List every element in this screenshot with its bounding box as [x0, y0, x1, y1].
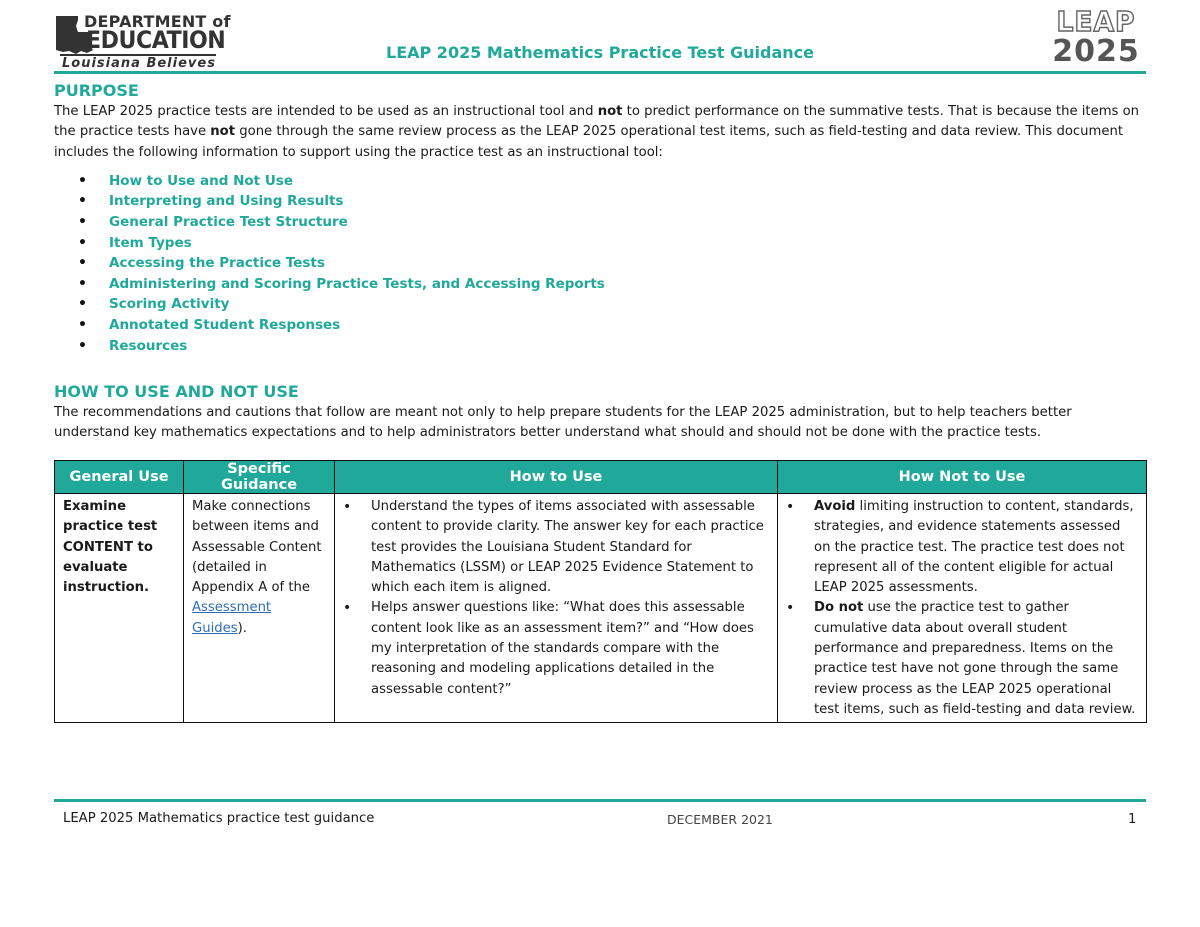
logo-line-department: DEPARTMENT of — [84, 12, 231, 31]
toc-link[interactable]: • Item Types — [78, 233, 1146, 254]
toc-link[interactable]: • Annotated Student Responses — [78, 315, 1146, 336]
how-to-use-section — [54, 381, 1146, 444]
column-header: Specific Guidance — [184, 461, 335, 494]
column-header: How Not to Use — [778, 461, 1147, 494]
list-item: • Do not use the practice test to gather cumulative data about overall student performance and preparedness. Items on the practice test have not gone through the same review process as the LEAP 2025 operational test items, such as field-testing and data review. — [786, 598, 1140, 720]
toc-link[interactable]: • Resources — [78, 336, 1146, 357]
how-to-use-cell — [335, 494, 778, 723]
toc-link[interactable]: • How to Use and Not Use — [78, 171, 1146, 192]
leap-logo-word: LEAP — [1056, 5, 1136, 38]
purpose-section — [54, 80, 1146, 356]
leap-logo-year: 2025 — [1052, 34, 1140, 69]
specific-guidance-cell: Make connections between items and Assessable Content (detailed in Appendix A of the Assessment Guides). — [184, 494, 335, 723]
column-header: General Use — [55, 461, 184, 494]
column-header: How to Use — [335, 461, 778, 494]
footer-title: LEAP 2025 Mathematics practice test guidance — [63, 811, 375, 826]
list-item: • Avoid limiting instruction to content, standards, strategies, and evidence statements assessed on the practice test. The practice test does not represent all of the content eligible for actual LEAP 2025 assessments. — [786, 497, 1140, 598]
document-title: LEAP 2025 Mathematics Practice Test Guidance — [386, 43, 814, 62]
general-use-cell: Examine practice test CONTENT to evaluate instruction. — [55, 494, 184, 723]
contents-list — [78, 171, 1146, 356]
toc-link[interactable]: • Interpreting and Using Results — [78, 191, 1146, 212]
louisiana-doe-logo — [54, 12, 231, 72]
toc-link[interactable]: • General Practice Test Structure — [78, 212, 1146, 233]
logo-line-education: EDUCATION — [86, 26, 226, 54]
footer-divider — [54, 799, 1146, 802]
how-not-to-use-cell — [778, 494, 1147, 723]
toc-link[interactable]: • Scoring Activity — [78, 294, 1146, 315]
header-divider — [54, 71, 1146, 74]
toc-link[interactable]: • Administering and Scoring Practice Tests, and Accessing Reports — [78, 274, 1146, 295]
list-item: • Understand the types of items associated with assessable content to provide clarity. The answer key for each practice test provides the Louisiana Student Standard for Mathematics (LSSM) or LEAP 2025 Evidence Statement to which each item is aligned. — [343, 497, 771, 598]
purpose-paragraph: The LEAP 2025 practice tests are intended to be used as an instructional tool and not to predict performance on the summative tests. That is because the items on the practice tests have not gone through the same review process as the LEAP 2025 operational test items, such as field-testing and data review. This document includes the following information to support using the practice test as an instructional tool: — [54, 104, 1140, 160]
emphasis-not: not — [210, 124, 236, 140]
guidance-table — [54, 460, 1147, 723]
emphasis-not: not — [597, 104, 623, 119]
table-header-row — [55, 461, 1147, 494]
table-row — [55, 494, 1147, 723]
page-number: 1 — [1128, 812, 1137, 827]
footer-date: DECEMBER 2021 — [667, 812, 773, 827]
how-to-use-intro: The recommendations and cautions that follow are meant not only to help prepare students for the LEAP 2025 administration, but to help teachers better understand key mathematics expectations and to help administrators better understand what should and should not be done with the practice tests. — [54, 405, 1072, 441]
assessment-guides-link[interactable]: Assessment Guides — [192, 600, 272, 636]
toc-link[interactable]: • Accessing the Practice Tests — [78, 253, 1146, 274]
list-item: • Helps answer questions like: “What does this assessable content look like as an assessment item?” and “How does my interpretation of the standards compare with the reasoning and modeling applications detailed in the assessable content?” — [343, 598, 771, 699]
logo-tagline: Louisiana Believes — [62, 56, 216, 71]
leap-2025-logo — [1044, 5, 1148, 70]
purpose-heading: PURPOSE — [54, 81, 139, 100]
how-to-use-heading: HOW TO USE AND NOT USE — [54, 382, 299, 401]
